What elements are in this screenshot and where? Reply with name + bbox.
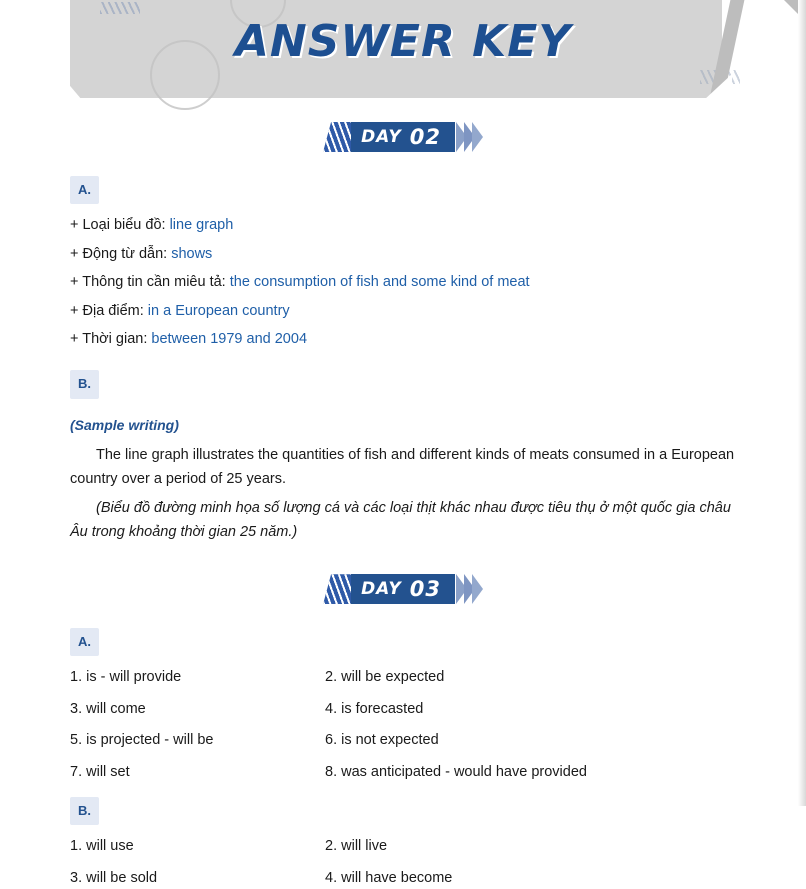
section-badge-a: A. [70, 628, 99, 656]
banner-notch-left [60, 74, 82, 100]
answer-item: 1. is - will provide [70, 669, 182, 686]
bullet-answer: in a European country [147, 302, 290, 319]
answer-item: 6. is not expected [325, 732, 439, 749]
section-badge-a: A. [70, 176, 99, 204]
list-item [70, 214, 746, 236]
day-ribbon-03 [0, 574, 806, 604]
page-title: ANSWER KEY [234, 16, 572, 67]
answer-grid-b [70, 835, 746, 889]
ribbon-hatch-icon [323, 574, 351, 604]
page-right-edge-shadow [798, 0, 806, 806]
day-ribbon-02 [0, 122, 806, 152]
page-header-banner [0, 0, 806, 98]
answer-item: 5. is projected - will be [70, 732, 214, 749]
answer-item: 8. was anticipated - would have provided [325, 763, 587, 780]
ribbon-label [351, 122, 455, 152]
bullet-answer: the consumption of fish and some kind of meat [229, 274, 530, 291]
list-item [70, 243, 746, 265]
answer-item: 2. will be expected [325, 669, 445, 686]
answer-item: 4. will have become [325, 869, 453, 886]
day-03-content [0, 614, 806, 889]
bullet-prefix: + Thông tin cần miêu tả: [70, 274, 230, 291]
ribbon-label [351, 574, 455, 604]
answer-item: 4. is forecasted [325, 700, 424, 717]
answer-item: 1. will use [70, 838, 134, 855]
bullet-prefix: + Động từ dẫn: [70, 245, 172, 262]
sample-paragraph-en: The line graph illustrates the quantities of fish and different kinds of meats consumed in a European country over a period of 25 years. [70, 447, 735, 487]
answer-item: 7. will set [70, 763, 130, 780]
ribbon-chevrons [459, 122, 483, 152]
answer-item: 3. will come [70, 700, 146, 717]
list-item [70, 271, 746, 293]
answer-item: 2. will live [325, 838, 388, 855]
bullet-answer: shows [171, 245, 213, 262]
bullet-prefix: + Loại biểu đồ: [70, 217, 170, 234]
chevron-right-icon [472, 574, 483, 604]
ribbon-chevrons [459, 574, 483, 604]
sample-paragraph-vi: (Biểu đồ đường minh họa số lượng cá và các loại thịt khác nhau được tiêu thụ ở một quốc gia châu Âu trong khoảng thời gian 25 năm.) [70, 500, 731, 540]
answer-item: 3. will be sold [70, 869, 158, 886]
decorative-hatch-icon [100, 2, 140, 14]
bullet-answer: line graph [169, 217, 234, 234]
bullet-prefix: + Địa điểm: [70, 302, 148, 319]
ribbon [323, 574, 455, 604]
banner-notch-right [704, 74, 732, 100]
answer-grid-a [70, 666, 746, 783]
ribbon [323, 122, 455, 152]
day-word: DAY [361, 579, 402, 600]
day-number: 03 [409, 577, 441, 602]
list-item [70, 300, 746, 322]
list-item [70, 328, 746, 350]
section-badge-b: B. [70, 797, 99, 825]
ribbon-hatch-icon [323, 122, 351, 152]
day-number: 02 [409, 125, 441, 149]
chevron-right-icon [472, 122, 483, 152]
day-word: DAY [361, 127, 402, 147]
day-02-content [0, 162, 806, 544]
sample-writing-label: (Sample writing) [70, 416, 179, 433]
bullet-prefix: + Thời gian: [70, 331, 152, 348]
section-badge-b: B. [70, 370, 99, 398]
bullet-answer: between 1979 and 2004 [151, 331, 308, 348]
